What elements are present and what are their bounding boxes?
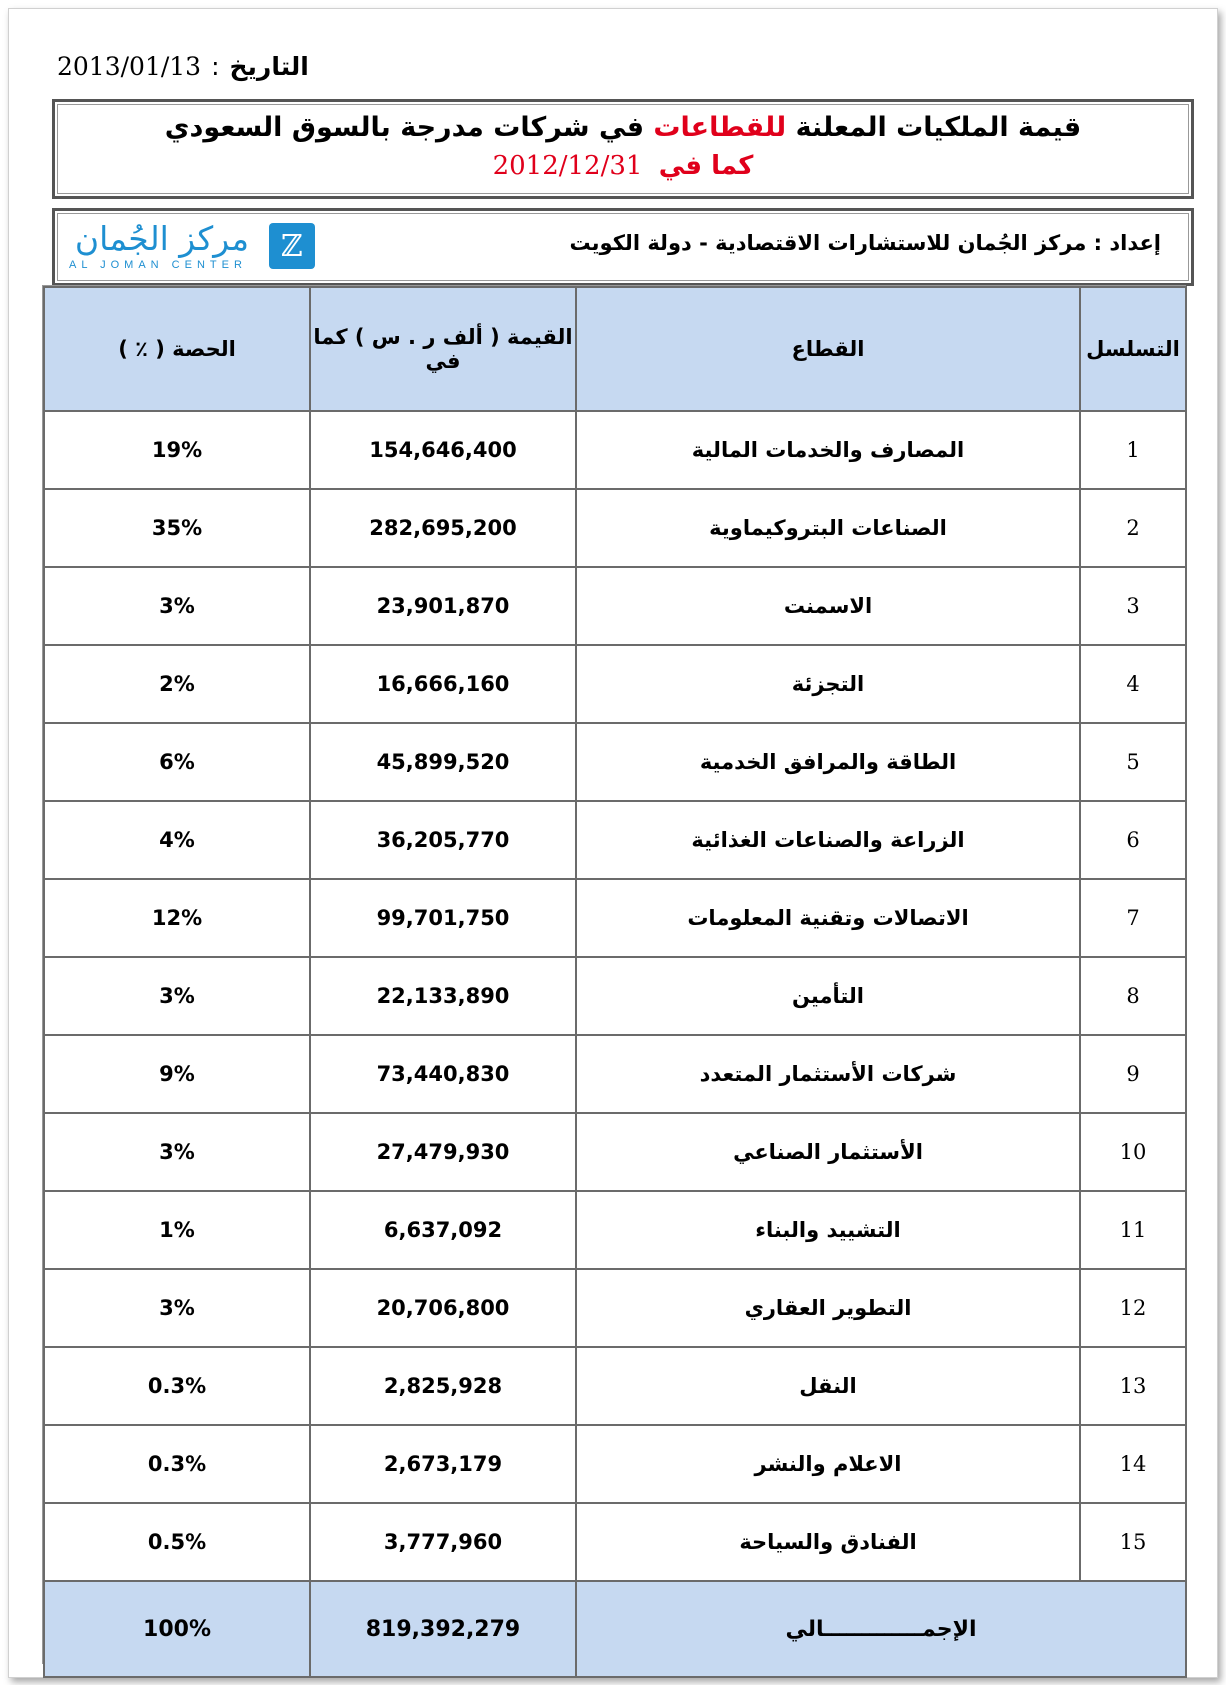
- logo-arabic-text: مركز الجُمان: [74, 219, 250, 258]
- title-box: [52, 99, 1194, 199]
- table-row: [44, 801, 1186, 879]
- cell-seq: 3: [1080, 567, 1186, 645]
- cell-share: 19%: [44, 411, 310, 489]
- logo-english-text: AL JOMAN CENTER: [69, 259, 247, 271]
- cell-seq: 6: [1080, 801, 1186, 879]
- report-title: [55, 112, 1191, 143]
- cell-seq: 15: [1080, 1503, 1186, 1581]
- report-date: [57, 49, 309, 83]
- cell-sector: الاسمنت: [576, 567, 1080, 645]
- prepared-by-text: إعداد : مركز الجُمان للاستشارات الاقتصادية - دولة الكويت: [569, 231, 1161, 255]
- table-row: [44, 1113, 1186, 1191]
- title-part2: في شركات مدرجة بالسوق السعودي: [164, 112, 644, 143]
- cell-sector: شركات الأستثمار المتعدد: [576, 1035, 1080, 1113]
- table-row: [44, 489, 1186, 567]
- cell-share: 3%: [44, 1113, 310, 1191]
- cell-share: 3%: [44, 957, 310, 1035]
- header-share: الحصة ( ٪ ): [44, 287, 310, 411]
- table-row: [44, 645, 1186, 723]
- cell-seq: 1: [1080, 411, 1186, 489]
- cell-share: 12%: [44, 879, 310, 957]
- total-value: 819,392,279: [310, 1581, 576, 1677]
- as-of-date: 2012/12/31: [492, 151, 643, 181]
- date-value: 2013/01/13: [57, 51, 202, 81]
- total-share: 100%: [44, 1581, 310, 1677]
- cell-sector: الأستثمار الصناعي: [576, 1113, 1080, 1191]
- table-row: [44, 1191, 1186, 1269]
- cell-sector: الاتصالات وتقنية المعلومات: [576, 879, 1080, 957]
- cell-value: 45,899,520: [310, 723, 576, 801]
- cell-value: 36,205,770: [310, 801, 576, 879]
- header-value: القيمة ( ألف ر . س ) كما في: [310, 287, 576, 411]
- cell-seq: 13: [1080, 1347, 1186, 1425]
- table-row: [44, 879, 1186, 957]
- cell-seq: 12: [1080, 1269, 1186, 1347]
- cell-share: 4%: [44, 801, 310, 879]
- cell-value: 73,440,830: [310, 1035, 576, 1113]
- cell-value: 16,666,160: [310, 645, 576, 723]
- cell-share: 1%: [44, 1191, 310, 1269]
- title-accent: للقطاعات: [653, 112, 787, 143]
- table-body: [44, 411, 1186, 1581]
- cell-seq: 5: [1080, 723, 1186, 801]
- sector-holdings-table: [43, 286, 1187, 1678]
- cell-share: 0.3%: [44, 1347, 310, 1425]
- cell-sector: المصارف والخدمات المالية: [576, 411, 1080, 489]
- cell-share: 0.5%: [44, 1503, 310, 1581]
- cell-seq: 2: [1080, 489, 1186, 567]
- cell-share: 35%: [44, 489, 310, 567]
- cell-value: 6,637,092: [310, 1191, 576, 1269]
- table-header-row: [44, 287, 1186, 411]
- table-row: [44, 723, 1186, 801]
- cell-share: 2%: [44, 645, 310, 723]
- al-joman-logo: [67, 219, 317, 277]
- cell-seq: 11: [1080, 1191, 1186, 1269]
- cell-seq: 8: [1080, 957, 1186, 1035]
- cell-sector: النقل: [576, 1347, 1080, 1425]
- date-label: التاريخ: [229, 51, 309, 81]
- cell-value: 282,695,200: [310, 489, 576, 567]
- total-row: [44, 1581, 1186, 1677]
- table-row: [44, 1035, 1186, 1113]
- table-row: [44, 1425, 1186, 1503]
- prepared-by-box: [52, 208, 1194, 286]
- cell-sector: التجزئة: [576, 645, 1080, 723]
- cell-share: 3%: [44, 1269, 310, 1347]
- cell-value: 23,901,870: [310, 567, 576, 645]
- header-sector: القطاع: [576, 287, 1080, 411]
- cell-share: 6%: [44, 723, 310, 801]
- cell-seq: 9: [1080, 1035, 1186, 1113]
- cell-share: 3%: [44, 567, 310, 645]
- table-row: [44, 1347, 1186, 1425]
- table-row: [44, 567, 1186, 645]
- cell-sector: الصناعات البتروكيماوية: [576, 489, 1080, 567]
- cell-value: 154,646,400: [310, 411, 576, 489]
- cell-value: 22,133,890: [310, 957, 576, 1035]
- cell-sector: الاعلام والنشر: [576, 1425, 1080, 1503]
- cell-sector: الطاقة والمرافق الخدمية: [576, 723, 1080, 801]
- header-seq: التسلسل: [1080, 287, 1186, 411]
- cell-value: 27,479,930: [310, 1113, 576, 1191]
- cell-sector: الفنادق والسياحة: [576, 1503, 1080, 1581]
- as-of-label: كما في: [658, 151, 754, 181]
- cell-seq: 14: [1080, 1425, 1186, 1503]
- cell-sector: الزراعة والصناعات الغذائية: [576, 801, 1080, 879]
- cell-sector: التأمين: [576, 957, 1080, 1035]
- cell-value: 2,825,928: [310, 1347, 576, 1425]
- cell-sector: التشييد والبناء: [576, 1191, 1080, 1269]
- cell-value: 3,777,960: [310, 1503, 576, 1581]
- cell-sector: التطوير العقاري: [576, 1269, 1080, 1347]
- title-part1: قيمة الملكيات المعلنة: [795, 112, 1082, 143]
- date-separator: :: [211, 51, 220, 81]
- cell-value: 2,673,179: [310, 1425, 576, 1503]
- cell-value: 99,701,750: [310, 879, 576, 957]
- cell-seq: 7: [1080, 879, 1186, 957]
- cell-seq: 10: [1080, 1113, 1186, 1191]
- table-row: [44, 957, 1186, 1035]
- total-label: الإجمـــــــــــــالي: [576, 1581, 1186, 1677]
- cell-value: 20,706,800: [310, 1269, 576, 1347]
- table-row: [44, 1269, 1186, 1347]
- table-row: [44, 1503, 1186, 1581]
- cell-share: 0.3%: [44, 1425, 310, 1503]
- report-as-of: [55, 151, 1191, 181]
- logo-mark-icon: ℤ: [269, 223, 315, 269]
- cell-share: 9%: [44, 1035, 310, 1113]
- table-row: [44, 411, 1186, 489]
- cell-seq: 4: [1080, 645, 1186, 723]
